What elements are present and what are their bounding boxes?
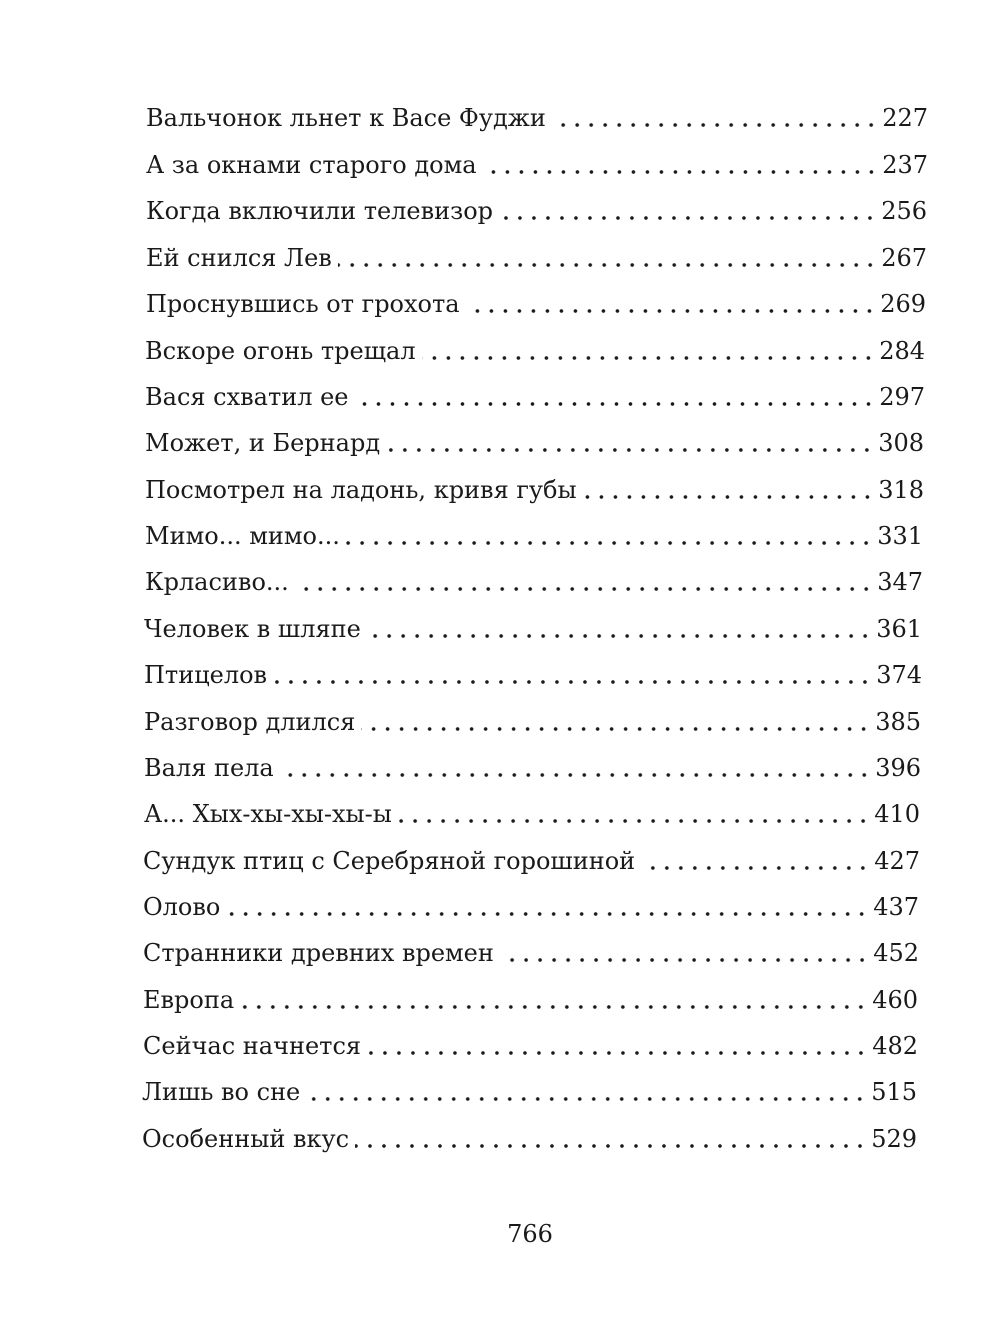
toc-entry [146,282,926,322]
toc-entry-page: 284 [879,337,925,365]
toc-entry-page: 374 [876,661,922,689]
toc-entry-page: 452 [873,939,919,967]
dot-leader [499,216,877,220]
toc-entry-title: Особенный вкус [142,1125,350,1153]
toc-entry-title: Странники древних времен [143,939,494,967]
dot-leader [386,448,874,452]
toc-entry-title: Ей снился Лев [146,244,332,272]
toc-entry-title: Вася схватил ее [145,383,349,411]
toc-entry-title: Крласиво... [145,568,289,596]
toc-entry [145,329,925,369]
toc-entry-page: 361 [876,615,922,643]
toc-entry-page: 410 [874,800,920,828]
dot-leader [355,402,875,406]
toc-entry [142,1070,917,1110]
toc-entry [144,653,922,693]
toc-entry-title: Может, и Бернард [145,429,381,457]
page-number: 766 [507,1220,553,1248]
dot-leader [552,123,878,127]
toc-entry-title: Птицелов [144,661,268,689]
toc-entry [145,560,923,600]
toc-entry-page: 515 [871,1078,917,1106]
dot-leader [306,1097,867,1101]
toc-entry [143,931,919,971]
toc-entry-page: 308 [878,429,924,457]
toc-entry [144,607,922,647]
dot-leader [226,912,869,916]
toc-entry-page: 297 [879,383,925,411]
toc-entry-title: Вскоре огонь трещал [145,337,416,365]
dot-leader [583,495,874,499]
dot-leader [273,680,872,684]
toc-entry-page: 437 [873,893,919,921]
toc-entry [145,468,924,508]
toc-entry-title: Олово [143,893,221,921]
toc-entry-title: А за окнами старого дома [146,151,477,179]
toc-entry-title: Вальчонок льнет к Васе Фуджи [146,104,546,132]
dot-leader [466,309,876,313]
toc-entry [143,839,920,879]
toc-entry-page: 347 [877,568,923,596]
toc-entry-title: Разговор длился [144,708,356,736]
dot-leader [240,1005,868,1009]
toc-entry [146,189,927,229]
dot-leader [367,1051,868,1055]
toc-entry-page: 227 [882,104,928,132]
toc-entry-page: 427 [874,847,920,875]
toc-entry-title: Человек в шляпе [144,615,361,643]
toc-entry [146,143,928,183]
dot-leader [355,1144,867,1148]
toc-entry-title: Мимо... мимо... [145,522,340,550]
toc-entry-title: Лишь во сне [142,1078,301,1106]
toc-entry-page: 237 [882,151,928,179]
toc-entry [145,421,924,461]
dot-leader [295,587,873,591]
toc-entry-page: 396 [875,754,921,782]
toc-entry [146,96,928,136]
dot-leader [398,819,870,823]
toc-entry [145,514,923,554]
toc-entry-title: Сейчас начнется [143,1032,362,1060]
toc-entry-page: 529 [871,1125,917,1153]
toc-entry [145,375,925,415]
dot-leader [500,958,869,962]
toc-entry [144,700,921,740]
toc-entry [142,1117,917,1157]
toc-entry-title: А... Хых-хы-хы-хы-ы [144,800,392,828]
toc-entry-title: Валя пела [144,754,274,782]
toc-entry [146,236,927,276]
toc-entry [144,746,921,786]
dot-leader [367,634,872,638]
toc-entry [144,792,920,832]
dot-leader [641,866,870,870]
dot-leader [483,170,878,174]
toc-entry-title: Проснувшись от грохота [146,290,460,318]
toc-entry [143,978,918,1018]
dot-leader [422,356,875,360]
toc-entry-page: 256 [881,197,927,225]
toc-entry-title: Европа [143,986,235,1014]
dot-leader [346,541,873,545]
toc-entry-page: 267 [881,244,927,272]
toc-entry-page: 385 [875,708,921,736]
toc-entry-title: Сундук птиц с Серебряной горошиной [143,847,636,875]
toc-entry [143,1024,918,1064]
toc-entry-page: 318 [878,476,924,504]
toc-entry-page: 482 [872,1032,918,1060]
toc-entry-page: 460 [872,986,918,1014]
toc-entry [143,885,919,925]
toc-entry-page: 269 [880,290,926,318]
dot-leader [280,773,871,777]
toc-entry-title: Когда включили телевизор [146,197,494,225]
dot-leader [361,727,871,731]
dot-leader [338,263,877,267]
toc-entry-page: 331 [877,522,923,550]
toc-entry-title: Посмотрел на ладонь, кривя губы [145,476,577,504]
